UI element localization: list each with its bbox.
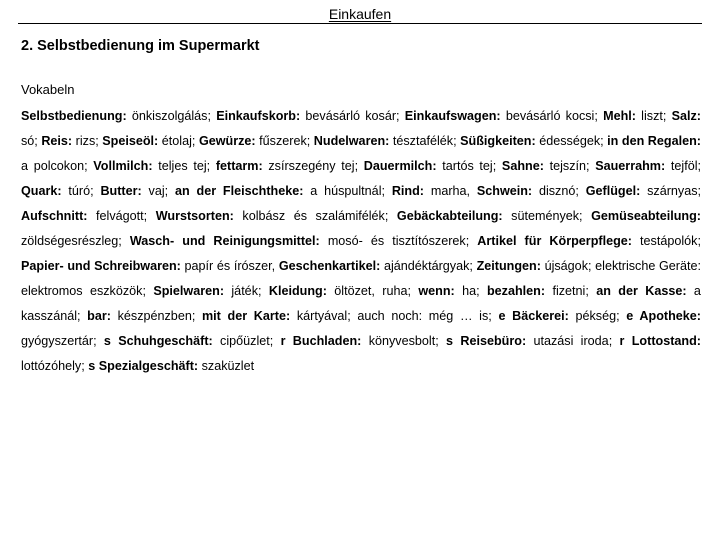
vocab-term-hungarian: túró; <box>61 184 101 198</box>
vocab-term-hungarian: a húspultnál; <box>303 184 392 198</box>
vocab-term-german: Geflügel: <box>585 184 641 198</box>
vocab-term-german: an der Kasse: <box>596 284 687 298</box>
vocab-term-hungarian: tejföl; <box>665 159 701 173</box>
vocab-entry <box>405 109 603 123</box>
vocab-term-hungarian: ajándéktárgyak; <box>380 259 477 273</box>
vocab-term-hungarian: teljes tej; <box>152 159 216 173</box>
vocab-term-german: mit der Karte: <box>201 309 291 323</box>
vocab-term-german: bar: <box>87 309 111 323</box>
vocab-term-hungarian: sütemények; <box>502 209 592 223</box>
vocab-term-german: Papier- und Schreibwaren: <box>21 259 181 273</box>
vocab-term-hungarian: önkiszolgálás; <box>126 109 217 123</box>
vocab-term-hungarian: papír és írószer, <box>180 259 279 273</box>
vocab-term-hungarian: pékség; <box>568 309 627 323</box>
vocab-entry <box>586 184 701 198</box>
vocab-term-german: Gemüseabteilung: <box>591 209 701 223</box>
vocab-entry <box>364 159 502 173</box>
vocab-term-german: Selbstbedienung: <box>21 109 127 123</box>
vocab-term-german: e Bäckerei: <box>498 309 569 323</box>
vocab-term-german: Geschenkartikel: <box>278 259 381 273</box>
vocab-term-hungarian: készpénzben; <box>110 309 202 323</box>
vocab-term-german: Aufschnitt: <box>21 209 88 223</box>
vocab-term-german: Einkaufskorb: <box>216 109 301 123</box>
vocab-entry <box>460 134 607 148</box>
vocab-entry <box>88 359 254 373</box>
vocab-term-german: Speiseöl: <box>102 134 159 148</box>
vocab-entry <box>477 234 701 248</box>
vocab-term-hungarian: szárnyas; <box>640 184 701 198</box>
vocab-entry <box>279 259 477 273</box>
vocab-term-hungarian: bevásárló kocsi; <box>500 109 604 123</box>
vocab-term-hungarian: édességek; <box>535 134 608 148</box>
vocab-entry <box>202 309 498 323</box>
vocab-term-german: Artikel für Körperpflege: <box>477 234 632 248</box>
vocab-entry <box>175 184 392 198</box>
vocab-term-german: fettarm: <box>215 159 263 173</box>
vocab-entry <box>216 109 405 123</box>
vocab-term-hungarian: bevásárló kosár; <box>300 109 405 123</box>
vocab-entry <box>281 334 446 348</box>
vocab-entry <box>21 109 216 123</box>
vocab-term-german: Reis: <box>41 134 73 148</box>
vocab-term-german: s Spezialgeschäft: <box>88 359 199 373</box>
vocab-term-hungarian: könyvesbolt; <box>361 334 447 348</box>
vocab-term-hungarian: zsírszegény tej; <box>262 159 364 173</box>
vocab-term-german: Schwein: <box>476 184 533 198</box>
vocab-entry <box>21 184 100 198</box>
vocab-entry <box>595 159 701 173</box>
vocab-term-german: Süßigkeiten: <box>460 134 536 148</box>
vocab-term-german: Einkaufswagen: <box>404 109 501 123</box>
vocab-term-german: Vollmilch: <box>93 159 153 173</box>
vocab-entry <box>153 284 269 298</box>
vocab-term-german: Sauerrahm: <box>595 159 666 173</box>
vocab-entry <box>21 209 156 223</box>
vocab-term-hungarian: utazási iroda; <box>526 334 620 348</box>
vocab-paragraph <box>21 104 701 379</box>
vocab-term-hungarian: só; <box>21 134 42 148</box>
vocab-entry <box>446 334 619 348</box>
vocab-entry <box>41 134 102 148</box>
header-divider <box>18 23 702 24</box>
vocab-entry <box>156 209 397 223</box>
vocab-term-german: r Lottostand: <box>619 334 701 348</box>
vocab-term-german: Kleidung: <box>268 284 327 298</box>
vocab-entry <box>502 159 595 173</box>
vocab-term-hungarian: testápolók; <box>631 234 701 248</box>
vocab-term-hungarian: cipőüzlet; <box>212 334 281 348</box>
vocab-term-german: e Apotheke: <box>626 309 701 323</box>
vocab-term-german: r Buchladen: <box>280 334 362 348</box>
vocab-entry <box>314 134 460 148</box>
vocab-entry <box>130 234 477 248</box>
vocab-entry <box>269 284 418 298</box>
vocab-entry <box>104 334 281 348</box>
vocab-term-german: wenn: <box>418 284 455 298</box>
vocab-term-german: s Schuhgeschäft: <box>103 334 213 348</box>
page-title: Einkaufen <box>328 6 392 22</box>
vocab-term-german: Nudelwaren: <box>313 134 390 148</box>
vocab-entry <box>418 284 487 298</box>
vocab-entry <box>397 209 591 223</box>
section-title: 2. Selbstbedienung im Supermarkt <box>21 38 260 54</box>
vocab-entry <box>477 184 586 198</box>
page-header <box>0 6 720 24</box>
vocab-term-hungarian: gyógyszertár; <box>21 334 104 348</box>
vocab-term-german: s Reisebüro: <box>446 334 527 348</box>
vocab-term-hungarian: újságok; elektrische Geräte: elektromos eszközök; <box>21 259 701 298</box>
vocab-term-hungarian: a kasszánál; <box>21 284 701 323</box>
vocab-term-hungarian: lottózóhely; <box>21 359 89 373</box>
vocab-term-german: Butter: <box>100 184 142 198</box>
vocab-term-hungarian: fizetni; <box>545 284 597 298</box>
vocab-entry <box>487 284 596 298</box>
vocab-term-hungarian: rizs; <box>72 134 103 148</box>
vocab-term-hungarian: tésztafélék; <box>389 134 461 148</box>
vocab-term-hungarian: marha, <box>424 184 477 198</box>
vocab-term-hungarian: fűszerek; <box>255 134 314 148</box>
vocab-term-hungarian: a polcokon; <box>21 159 94 173</box>
vocab-term-german: Wurstsorten: <box>155 209 234 223</box>
vocab-term-hungarian: felvágott; <box>87 209 156 223</box>
vocab-term-hungarian: kártyával; auch noch: még … is; <box>290 309 499 323</box>
vocab-term-german: Salz: <box>671 109 701 123</box>
vocab-term-german: Zeitungen: <box>476 259 541 273</box>
vocab-term-german: bezahlen: <box>486 284 546 298</box>
vocab-term-german: in den Regalen: <box>607 134 701 148</box>
vocab-term-hungarian: kolbász és szalámifélék; <box>233 209 397 223</box>
vocab-term-hungarian: mosó- és tisztítószerek; <box>319 234 478 248</box>
vocab-term-hungarian: étolaj; <box>158 134 199 148</box>
vocab-term-german: Dauermilch: <box>363 159 437 173</box>
vocab-entry <box>100 184 175 198</box>
vocab-entry <box>199 134 314 148</box>
vocab-term-hungarian: disznó; <box>532 184 586 198</box>
vocab-term-hungarian: vaj; <box>141 184 175 198</box>
vocab-term-hungarian: liszt; <box>635 109 672 123</box>
vocab-term-hungarian: zöldségesrészleg; <box>21 234 130 248</box>
vocab-entry <box>93 159 216 173</box>
vocab-entry <box>392 184 477 198</box>
vocab-entry <box>21 259 279 273</box>
vocab-entry <box>102 134 199 148</box>
vocab-term-hungarian: tartós tej; <box>436 159 502 173</box>
vocab-term-german: Wasch- und Reinigungsmittel: <box>129 234 320 248</box>
vocab-term-hungarian: szaküzlet <box>198 359 255 373</box>
vocab-entry <box>87 309 202 323</box>
vocab-entry <box>603 109 672 123</box>
vocab-term-german: an der Fleischtheke: <box>174 184 304 198</box>
vocab-term-german: Gebäckabteilung: <box>396 209 503 223</box>
vocab-heading: Vokabeln <box>21 82 75 97</box>
vocab-term-hungarian: tejszín; <box>543 159 596 173</box>
vocab-term-german: Rind: <box>391 184 424 198</box>
vocab-term-german: Sahne: <box>501 159 544 173</box>
vocab-term-german: Mehl: <box>603 109 636 123</box>
vocab-term-hungarian: ha; <box>454 284 487 298</box>
vocab-entry <box>216 159 364 173</box>
vocab-term-hungarian: öltözet, ruha; <box>326 284 419 298</box>
vocab-term-hungarian: játék; <box>224 284 269 298</box>
vocab-entry <box>498 309 626 323</box>
vocab-term-german: Gewürze: <box>198 134 256 148</box>
vocab-term-german: Quark: <box>21 184 62 198</box>
vocab-term-german: Spielwaren: <box>153 284 225 298</box>
